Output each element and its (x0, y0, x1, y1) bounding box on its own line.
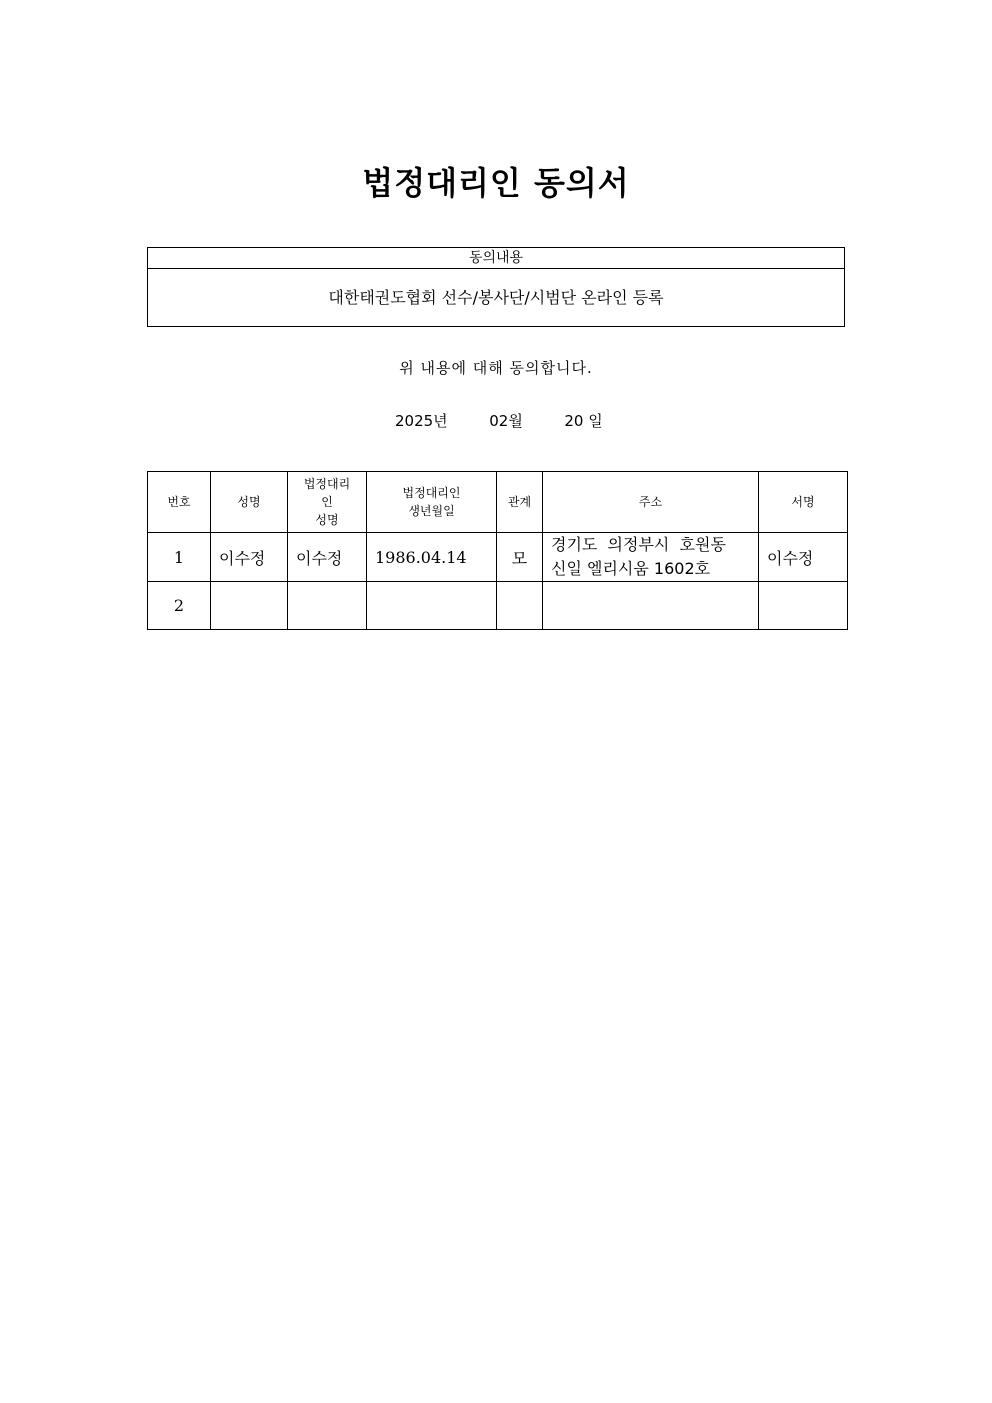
date-line (395, 410, 603, 431)
row-number: 1 (148, 533, 211, 582)
row-address-line2: 신일 엘리시움 1602호 (551, 559, 711, 578)
row-address (543, 533, 759, 582)
page-title: 법정대리인 동의서 (362, 164, 630, 202)
header-guardian-birth-line1: 법정대리인 (402, 486, 461, 500)
table-header-row (148, 472, 848, 533)
date-day: 20 일 (564, 412, 603, 430)
row-address (543, 582, 759, 630)
registration-table (147, 471, 848, 630)
header-guardian-name-line3: 성명 (315, 513, 339, 527)
row-guardian-birth: 1986.04.14 (367, 533, 497, 582)
agreement-text: 위 내용에 대해 동의합니다. (399, 359, 593, 377)
row-signature: 이수정 (759, 533, 848, 582)
header-guardian-name (288, 472, 367, 533)
row-address-line1: 경기도 의정부시 호원동 (551, 535, 726, 554)
row-signature (759, 582, 848, 630)
row-number: 2 (148, 582, 211, 630)
header-relation: 관계 (497, 472, 543, 533)
row-guardian-name (288, 582, 367, 630)
date-month: 02월 (489, 412, 523, 430)
table-row (148, 533, 848, 582)
header-guardian-name-line1: 법정대리 (303, 477, 351, 491)
consent-header: 동의내용 (148, 248, 844, 269)
consent-section (147, 247, 845, 327)
row-guardian-name: 이수정 (288, 533, 367, 582)
header-guardian-birth-line2: 생년월일 (408, 504, 455, 518)
header-name: 성명 (211, 472, 288, 533)
row-name: 이수정 (211, 533, 288, 582)
header-guardian-birth (367, 472, 497, 533)
header-number: 번호 (148, 472, 211, 533)
date-year: 2025년 (395, 412, 448, 430)
header-address: 주소 (543, 472, 759, 533)
consent-content: 대한태권도협회 선수/봉사단/시범단 온라인 등록 (328, 288, 664, 307)
table-row (148, 582, 848, 630)
header-guardian-name-line2: 인 (321, 495, 333, 509)
row-guardian-birth (367, 582, 497, 630)
row-relation (497, 582, 543, 630)
row-relation: 모 (497, 533, 543, 582)
row-name (211, 582, 288, 630)
header-signature: 서명 (759, 472, 848, 533)
